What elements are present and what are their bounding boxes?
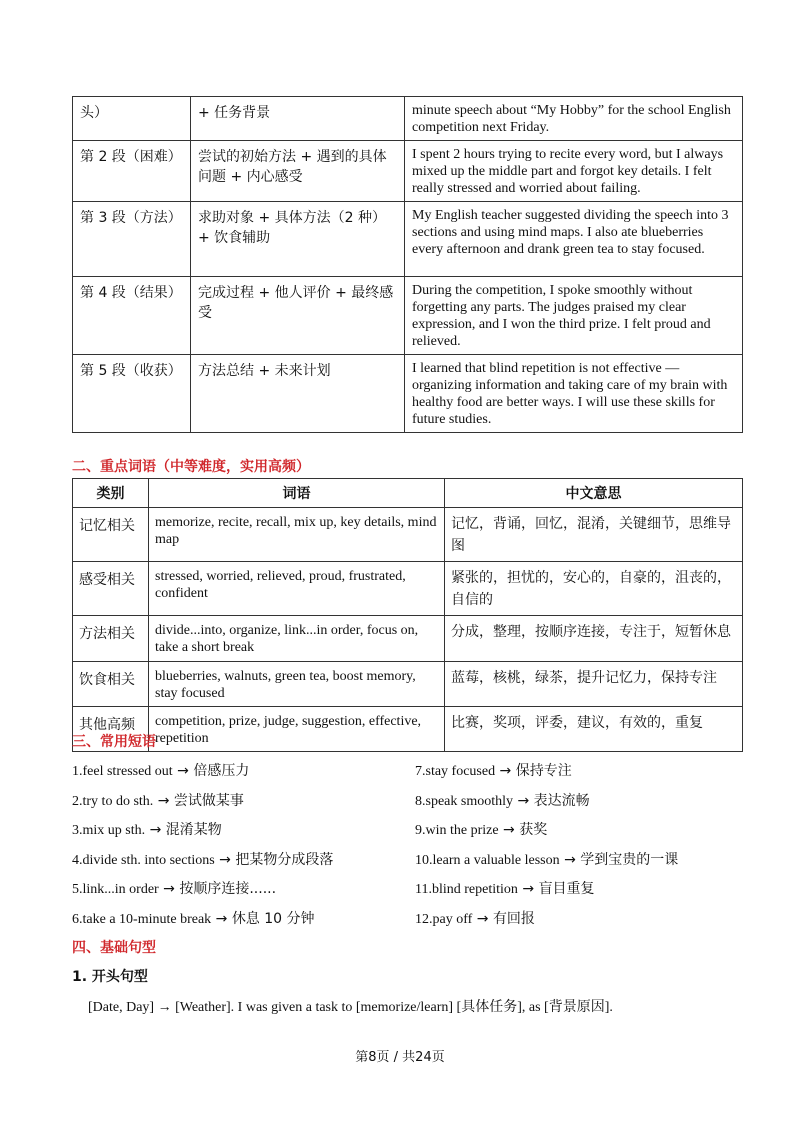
words-cell: memorize, recite, recall, mix up, key details, mind map — [149, 508, 445, 562]
paragraph-cell: 头） — [73, 97, 191, 141]
phrase-item — [415, 819, 547, 839]
phrase-zh: 按顺序连接...... — [179, 881, 277, 897]
table-row — [73, 355, 743, 433]
meaning-cell: 蓝莓，核桃，绿茶，提升记忆力，保持专注 — [445, 662, 743, 707]
category-cell: 其他高频 — [73, 707, 149, 752]
phrase-item — [415, 849, 678, 869]
phrase-zh: 混淆某物 — [165, 822, 222, 838]
paragraph-cell: 第 2 段（困难） — [73, 141, 191, 202]
table-row — [73, 141, 743, 202]
example-cell: I spent 2 hours trying to recite every word, but I always mixed up the middle part and forgot key details. I felt really stressed and worried about failing. — [405, 141, 743, 202]
phrase-item — [72, 790, 244, 810]
arrow-icon: → — [163, 881, 175, 897]
pattern-part: [Date, Day] → [Weather]. I was given a task to [memorize/learn] [ — [88, 1000, 462, 1015]
paragraph-cell: 第 4 段（结果） — [73, 277, 191, 355]
structure-cell: 方法总结 + 未来计划 — [191, 355, 405, 433]
arrow-icon: → — [564, 852, 576, 868]
phrase-item — [72, 760, 249, 780]
phrase-en: 11.blind repetition — [415, 882, 518, 897]
phrase-item — [415, 760, 572, 780]
phrase-en: 5.link...in order — [72, 882, 159, 897]
words-cell: stressed, worried, relieved, proud, frustrated, confident — [149, 562, 445, 616]
pattern-placeholder: 背景原因 — [548, 999, 605, 1015]
phrase-zh: 休息 10 分钟 — [231, 911, 315, 927]
arrow-icon: → — [157, 793, 170, 809]
arrow-icon: → — [503, 822, 515, 838]
example-cell: My English teacher suggested dividing the speech into 3 sections and using mind maps. I also ate blueberries every afternoon and drank green tea to stay focused. — [405, 202, 743, 277]
page-footer: 第8页 / 共24页 — [355, 1050, 445, 1065]
phrase-en: 8.speak smoothly — [415, 794, 513, 809]
phrase-zh: 盲目重复 — [538, 881, 595, 897]
phrase-en: 12.pay off — [415, 912, 473, 927]
phrase-zh: 学到宝贵的一课 — [580, 852, 679, 868]
arrow-icon: → — [149, 822, 162, 838]
example-cell: During the competition, I spoke smoothly without forgetting any parts. The judges praised my clear expression, and I won the third prize. I felt proud and relieved. — [405, 277, 743, 355]
table-row — [73, 508, 743, 562]
phrase-item — [72, 819, 222, 839]
vocabulary-table — [72, 478, 743, 752]
structure-cell: 完成过程 + 他人评价 + 最终感受 — [191, 277, 405, 355]
arrow-icon: → — [499, 763, 512, 779]
structure-table — [72, 96, 743, 433]
meaning-cell: 紧张的，担忧的，安心的，自豪的，沮丧的，自信的 — [445, 562, 743, 616]
phrase-en: 4.divide sth. into sections — [72, 853, 215, 868]
arrow-icon: → — [522, 881, 535, 897]
phrase-en: 2.try to do sth. — [72, 794, 154, 809]
phrase-item — [72, 908, 315, 928]
table-row — [73, 616, 743, 662]
structure-cell: 尝试的初始方法 + 遇到的具体问题 + 内心感受 — [191, 141, 405, 202]
table-row — [73, 277, 743, 355]
phrase-item — [72, 849, 333, 869]
pattern-placeholder: 具体任务 — [461, 999, 518, 1015]
pattern-part: ]. — [604, 1000, 613, 1015]
meaning-cell: 分成，整理，按顺序连接，专注于，短暂休息 — [445, 616, 743, 662]
words-cell: blueberries, walnuts, green tea, boost memory, stay focused — [149, 662, 445, 707]
phrase-zh: 有回报 — [492, 911, 535, 927]
phrase-en: 1.feel stressed out — [72, 764, 173, 779]
category-cell: 方法相关 — [73, 616, 149, 662]
meaning-cell: 比赛，奖项，评委，建议，有效的，重复 — [445, 707, 743, 752]
category-cell: 感受相关 — [73, 562, 149, 616]
column-header-category: 类别 — [73, 479, 149, 508]
table-row — [73, 662, 743, 707]
meaning-cell: 记忆，背诵，回忆，混淆，关键细节，思维导图 — [445, 508, 743, 562]
table-header-row — [73, 479, 743, 508]
category-cell: 饮食相关 — [73, 662, 149, 707]
arrow-icon: → — [517, 793, 530, 809]
phrase-zh: 倍感压力 — [193, 763, 250, 779]
paragraph-cell: 第 5 段（收获） — [73, 355, 191, 433]
table-row — [73, 202, 743, 277]
pattern-part: ], as [ — [517, 1000, 549, 1015]
table-row — [73, 97, 743, 141]
phrase-zh: 获奖 — [519, 822, 548, 838]
subsection-title: 1. 开头句型 — [72, 969, 148, 985]
phrase-item — [415, 908, 535, 928]
phrase-en: 10.learn a valuable lesson — [415, 853, 560, 868]
phrase-en: 6.take a 10-minute break — [72, 912, 212, 927]
phrase-item — [415, 790, 590, 810]
arrow-icon: → — [476, 911, 489, 927]
example-cell: minute speech about “My Hobby” for the school English competition next Friday. — [405, 97, 743, 141]
words-cell: competition, prize, judge, suggestion, effective, repetition — [149, 707, 445, 752]
structure-cell: + 任务背景 — [191, 97, 405, 141]
phrase-zh: 表达流畅 — [533, 793, 590, 809]
phrase-item — [72, 878, 276, 898]
phrase-zh: 把某物分成段落 — [235, 852, 334, 868]
table-row — [73, 707, 743, 752]
phrase-en: 7.stay focused — [415, 764, 496, 779]
phrase-zh: 保持专注 — [515, 763, 572, 779]
example-cell: I learned that blind repetition is not effective — organizing information and taking care of my brain with healthy food are better ways. I will use these skills for future studies. — [405, 355, 743, 433]
phrase-item — [415, 878, 595, 898]
structure-cell: 求助对象 + 具体方法（2 种）+ 饮食辅助 — [191, 202, 405, 277]
table-row — [73, 562, 743, 616]
arrow-icon: → — [177, 763, 189, 779]
section-title-vocabulary: 二、重点词语（中等难度，实用高频） — [72, 459, 310, 475]
category-cell: 记忆相关 — [73, 508, 149, 562]
words-cell: divide...into, organize, link...in order, focus on, take a short break — [149, 616, 445, 662]
column-header-meaning: 中文意思 — [445, 479, 743, 508]
section-title-phrases: 三、常用短语 — [72, 734, 156, 750]
sentence-pattern — [88, 996, 613, 1016]
arrow-icon: → — [215, 911, 228, 927]
arrow-icon: → — [219, 852, 231, 868]
paragraph-cell: 第 3 段（方法） — [73, 202, 191, 277]
phrase-zh: 尝试做某事 — [173, 793, 244, 809]
section-title-sentence-patterns: 四、基础句型 — [72, 940, 156, 956]
phrase-en: 3.mix up sth. — [72, 823, 146, 838]
phrase-en: 9.win the prize — [415, 823, 499, 838]
column-header-words: 词语 — [149, 479, 445, 508]
